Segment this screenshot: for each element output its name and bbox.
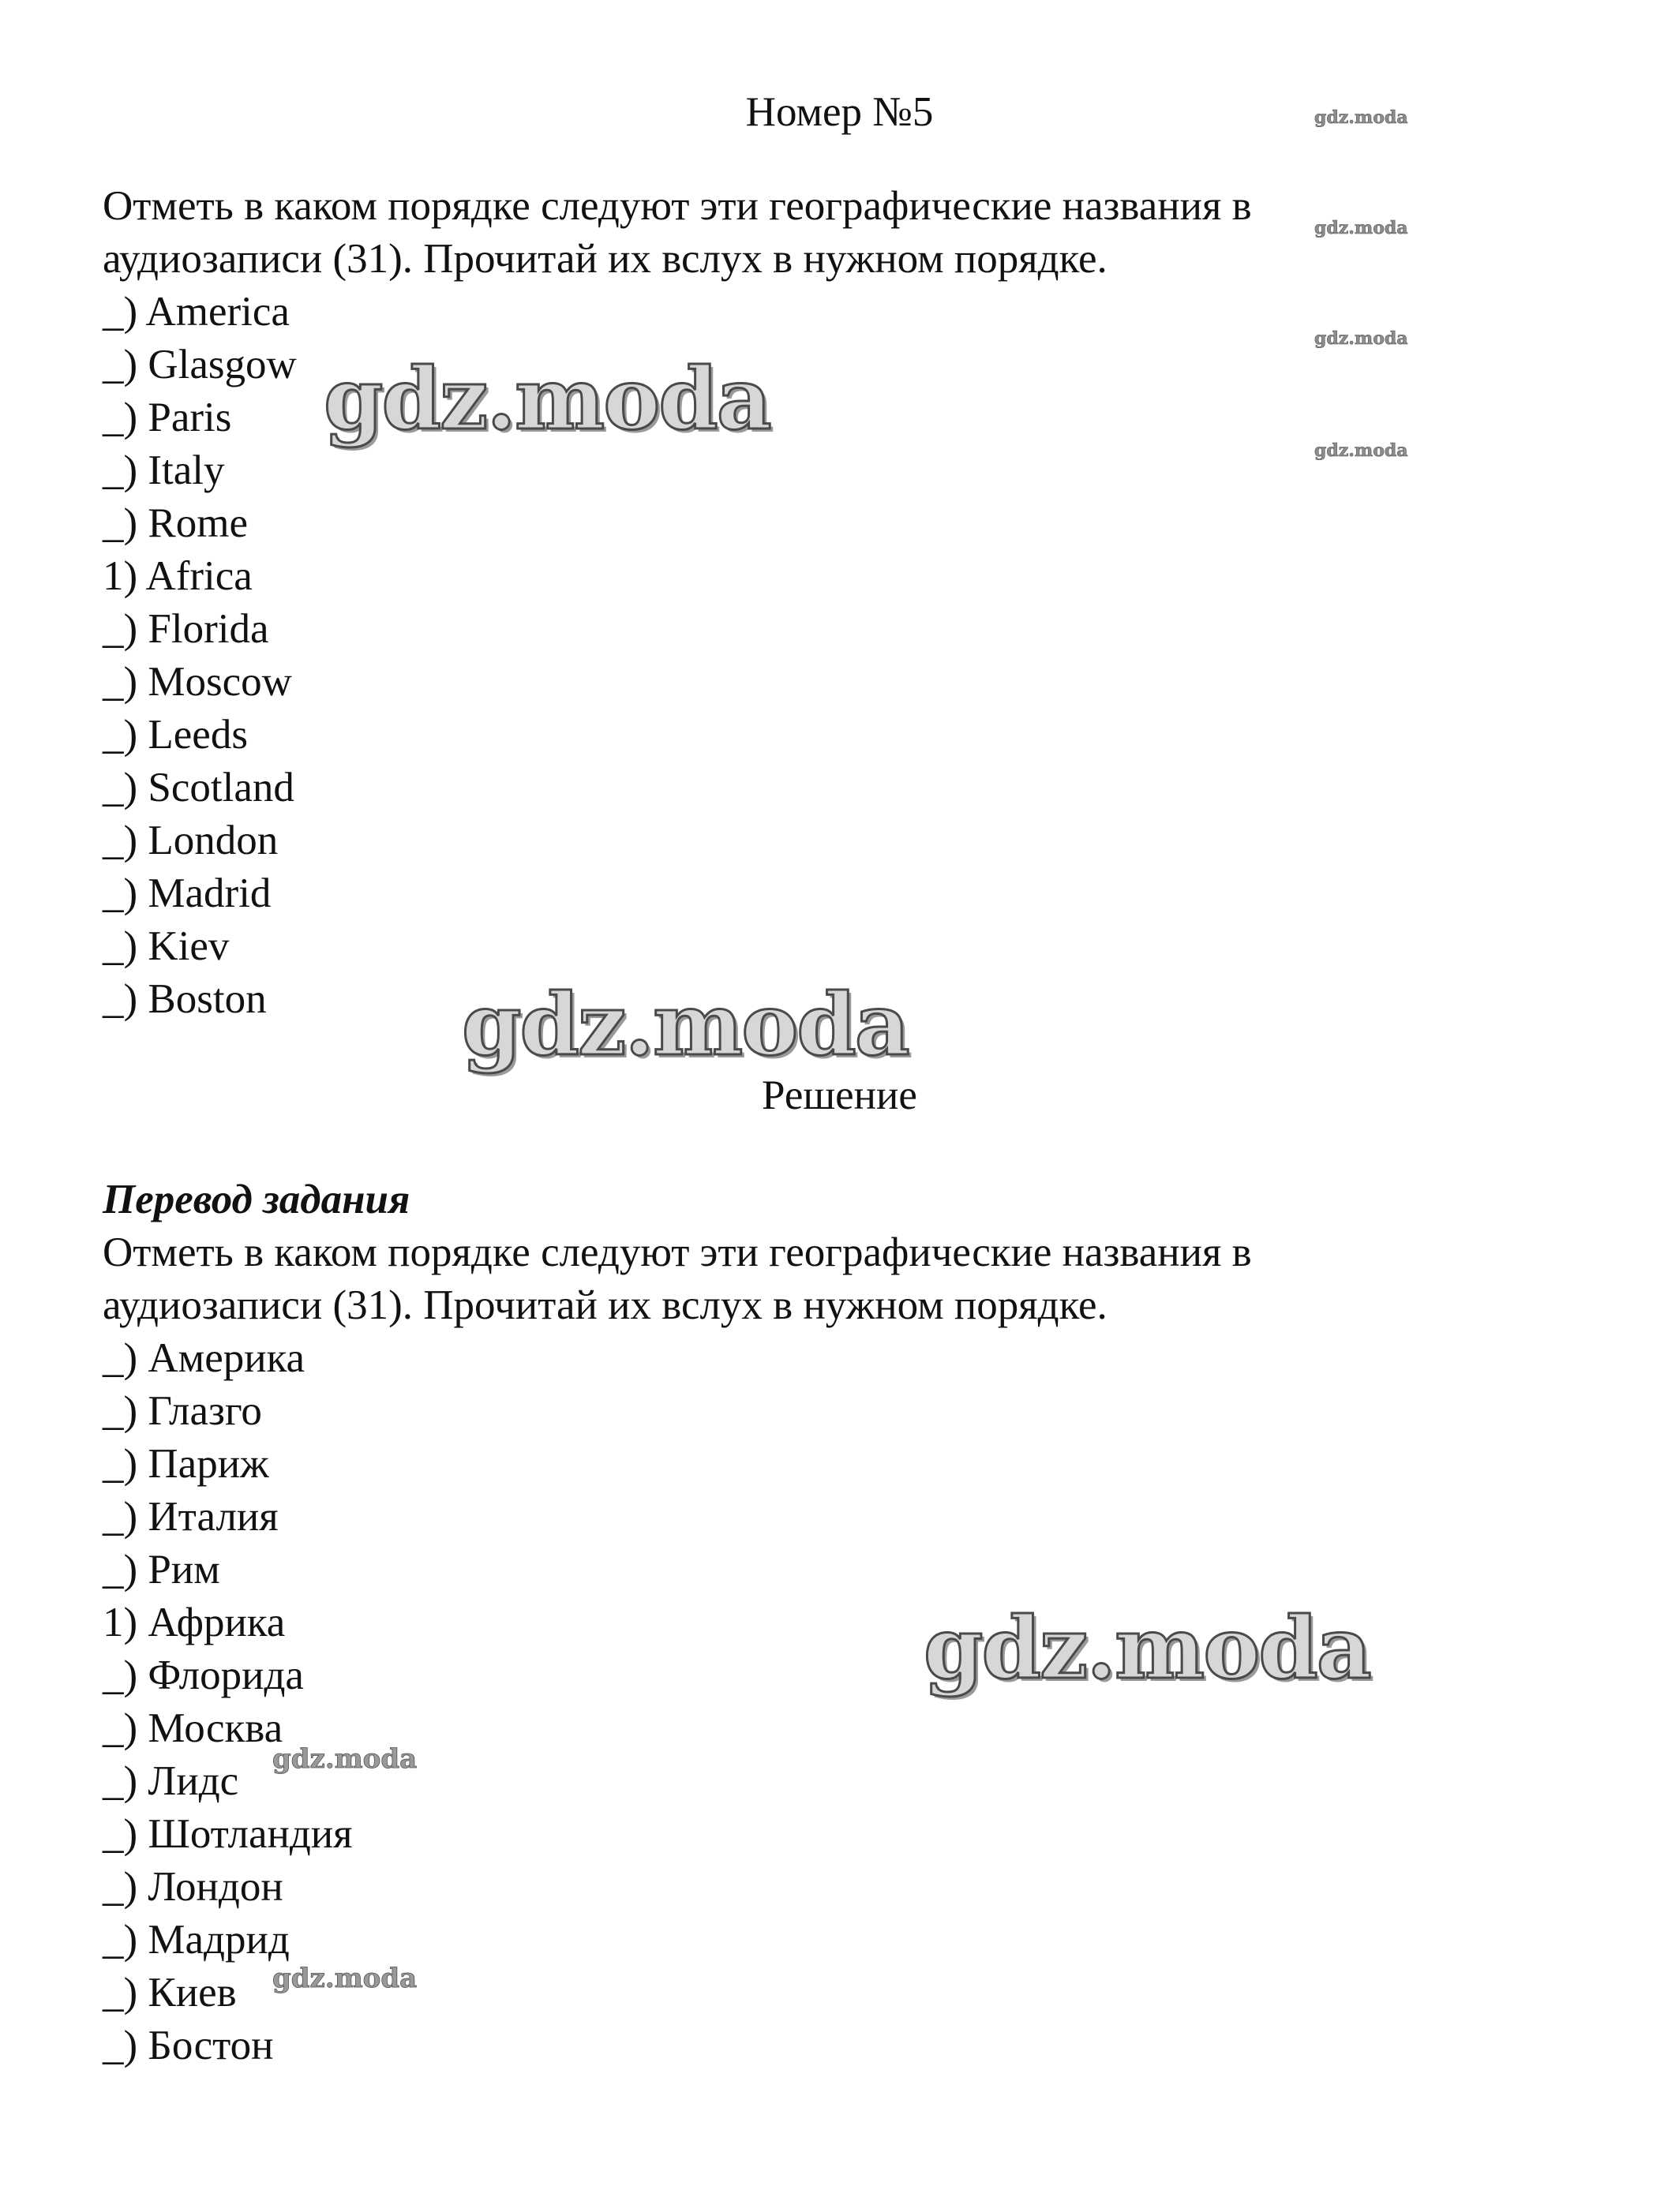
- task-item-paris: _) Paris: [103, 395, 232, 440]
- watermark-small: gdz.moda: [1314, 440, 1408, 461]
- watermark-medium: gdz.moda: [272, 1963, 418, 1994]
- translation-item-africa: 1) Африка: [103, 1600, 286, 1645]
- task-item-kiev: _) Kiev: [103, 923, 230, 969]
- translation-item-paris: _) Париж: [103, 1441, 269, 1487]
- watermark-small: gdz.moda: [1314, 328, 1408, 349]
- translation-item-madrid: _) Мадрид: [103, 1917, 290, 1963]
- translation-item-boston: _) Бостон: [103, 2023, 274, 2068]
- translation-item-scotland: _) Шотландия: [103, 1811, 353, 1857]
- translation-item-italy: _) Италия: [103, 1494, 279, 1540]
- task-item-america: _) America: [103, 289, 290, 335]
- task-item-rome: _) Rome: [103, 500, 248, 546]
- task-item-boston: _) Boston: [103, 976, 267, 1022]
- task-list: [103, 286, 297, 1026]
- translation-text-line-2: аудиозаписи (31). Прочитай их вслух в нужном порядке.: [103, 1282, 1107, 1328]
- translation-item-america: _) Америка: [103, 1335, 305, 1381]
- task-text-line-1: Отметь в каком порядке следуют эти географические названия в: [103, 183, 1252, 229]
- translation-item-florida: _) Флорида: [103, 1652, 304, 1698]
- solution-title: Решение: [762, 1072, 917, 1118]
- task-text-line-2: аудиозаписи (31). Прочитай их вслух в нужном порядке.: [103, 236, 1107, 282]
- task-item-italy: _) Italy: [103, 447, 225, 493]
- task-item-florida: _) Florida: [103, 606, 269, 652]
- task-item-moscow: _) Moscow: [103, 659, 292, 705]
- translation-item-kiev: _) Киев: [103, 1970, 237, 2016]
- translation-item-london: _) Лондон: [103, 1864, 283, 1910]
- translation-heading: Перевод задания: [103, 1177, 410, 1222]
- watermark-large: gdz.moda: [324, 350, 770, 449]
- translation-item-leeds: _) Лидс: [103, 1758, 239, 1804]
- task-item-madrid: _) Madrid: [103, 870, 272, 916]
- watermark-large: gdz.moda: [924, 1599, 1370, 1698]
- translation-item-rome: _) Рим: [103, 1547, 220, 1593]
- task-item-glasgow: _) Glasgow: [103, 342, 297, 387]
- page-title: Номер №5: [745, 89, 934, 135]
- translation-item-moscow: _) Москва: [103, 1705, 283, 1751]
- task-item-london: _) London: [103, 818, 279, 863]
- watermark-small: gdz.moda: [1314, 218, 1408, 238]
- watermark-small: gdz.moda: [1314, 107, 1408, 128]
- task-item-scotland: _) Scotland: [103, 765, 294, 810]
- watermark-large: gdz.moda: [462, 975, 909, 1075]
- translation-item-glasgow: _) Глазго: [103, 1388, 262, 1434]
- task-item-africa: 1) Africa: [103, 553, 253, 599]
- translation-text-line-1: Отметь в каком порядке следуют эти географические названия в: [103, 1230, 1252, 1275]
- translation-list: [103, 1332, 353, 2072]
- task-item-leeds: _) Leeds: [103, 712, 248, 758]
- watermark-medium: gdz.moda: [272, 1743, 418, 1775]
